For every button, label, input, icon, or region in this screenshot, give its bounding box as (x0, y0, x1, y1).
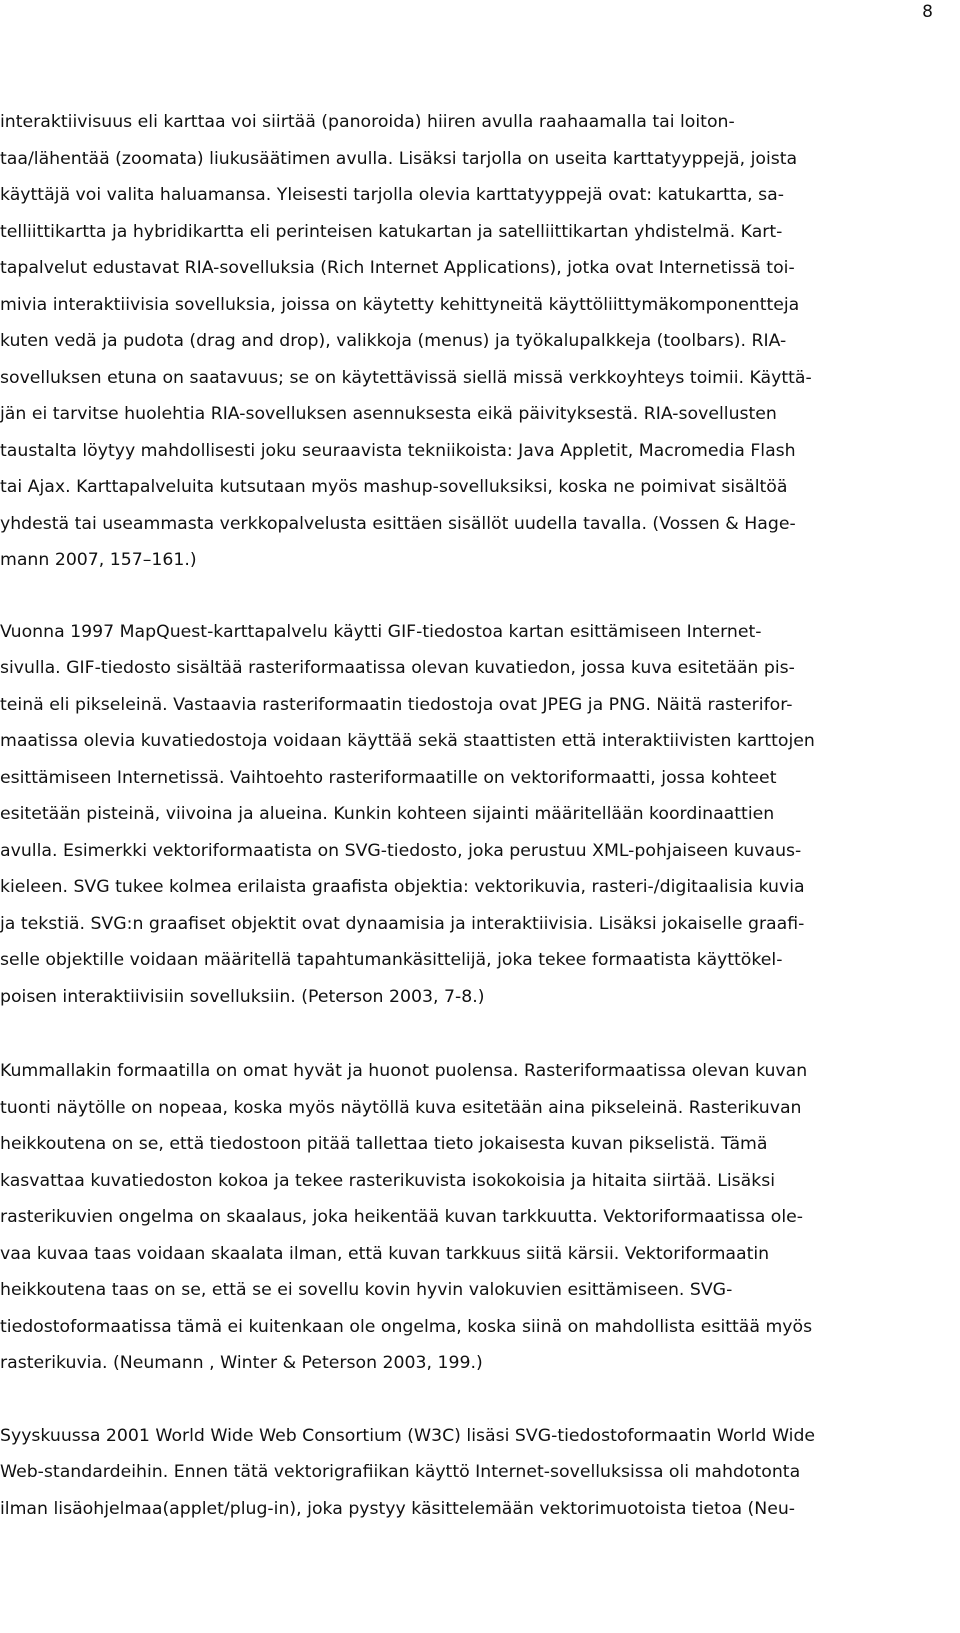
text-line: Syyskuussa 2001 World Wide Web Consortium (W3C) lisäsi SVG-tiedostoformaatin World Wide (0, 1425, 816, 1446)
text-line: rasterikuvien ongelma on skaalaus, joka heikentää kuvan tarkkuutta. Vektoriformaatissa ole- (0, 1207, 804, 1227)
text-line: tapalvelut edustavat RIA-sovelluksia (Rich Internet Applications), jotka ovat Internetissä toi- (0, 258, 795, 278)
text-line: heikkoutena on se, että tiedostoon pitää tallettaa tieto jokaisesta kuvan pikselistä. Tämä (0, 1134, 768, 1154)
text-line: ja tekstiä. SVG:n graafiset objektit ovat dynaamisia ja interaktiivisia. Lisäksi jokaiselle graafi- (0, 913, 805, 934)
text-line: selle objektille voidaan määritellä tapahtumankäsittelijä, joka tekee formaatista käyttökel- (0, 950, 783, 970)
text-line: tai Ajax. Karttapalveluita kutsutaan myös mashup-sovelluksiksi, koska ne poimivat sisältöä (0, 477, 788, 497)
paragraph-3 (0, 1053, 920, 1382)
text-line: sovelluksen etuna on saatavuus; se on käytettävissä siellä missä verkkoyhteys toimii. Käyttä- (0, 367, 812, 388)
text-line: tuonti näytölle on nopeaa, koska myös näytöllä kuva esitetään aina pikseleinä. Rasterikuvan (0, 1097, 802, 1118)
text-line: kieleen. SVG tukee kolmea erilaista graafista objektia: vektorikuvia, rasteri-/digitaalisia kuvia (0, 877, 805, 897)
text-line: käyttäjä voi valita haluamansa. Yleisesti tarjolla olevia karttatyyppejä ovat: katukartta, sa- (0, 185, 784, 205)
text-line: mivia interaktiivisia sovelluksia, joissa on käytetty kehittyneitä käyttöliittymäkomponentteja (0, 294, 800, 315)
text-line: Kummallakin formaatilla on omat hyvät ja huonot puolensa. Rasteriformaatissa olevan kuvan (0, 1061, 808, 1081)
text-line: heikkoutena taas on se, että se ei sovellu kovin hyvin valokuvien esittämiseen. SVG- (0, 1280, 733, 1300)
text-line: interaktiivisuus eli karttaa voi siirtää (panoroida) hiiren avulla raahaamalla tai loiton- (0, 112, 735, 132)
text-line: Vuonna 1997 MapQuest-karttapalvelu käytti GIF-tiedostoa kartan esittämiseen Internet- (0, 621, 762, 642)
paragraph-2 (0, 614, 920, 1016)
text-line: kuten vedä ja pudota (drag and drop), valikkoja (menus) ja työkalupalkkeja (toolbars). RIA- (0, 331, 787, 351)
text-line: jän ei tarvitse huolehtia RIA-sovelluksen asennuksesta eikä päivityksestä. RIA-sovellusten (0, 404, 777, 424)
document-body (0, 104, 920, 1527)
text-line: poisen interaktiivisiin sovelluksiin. (Peterson 2003, 7-8.) (0, 986, 485, 1007)
text-line: taa/lähentää (zoomata) liukusäätimen avulla. Lisäksi tarjolla on useita karttatyyppejä, joista (0, 148, 798, 169)
text-line: kasvattaa kuvatiedoston kokoa ja tekee rasterikuvista isokokoisia ja hitaita siirtää. Lisäksi (0, 1170, 776, 1191)
text-line: telliittikartta ja hybridikartta eli perinteisen katukartan ja satelliittikartan yhdistelmä. Kart- (0, 221, 783, 242)
paragraph-1 (0, 104, 920, 579)
text-line: tiedostoformaatissa tämä ei kuitenkaan ole ongelma, koska siinä on mahdollista esittää myös (0, 1316, 813, 1337)
text-line: ilman lisäohjelmaa(applet/plug-in), joka pystyy käsittelemään vektorimuotoista tietoa (Neu- (0, 1498, 796, 1519)
text-line: mann 2007, 157–161.) (0, 550, 197, 570)
text-line: teinä eli pikseleinä. Vastaavia rasteriformaatin tiedostoja ovat JPEG ja PNG. Näitä rasterifor- (0, 694, 793, 715)
page-number: 8 (922, 2, 933, 22)
text-line: avulla. Esimerkki vektoriformaatista on SVG-tiedosto, joka perustuu XML-pohjaiseen kuvaus- (0, 840, 802, 861)
paragraph-4 (0, 1418, 920, 1528)
text-line: Web-standardeihin. Ennen tätä vektorigrafiikan käyttö Internet-sovelluksissa oli mahdotonta (0, 1462, 801, 1482)
text-line: taustalta löytyy mahdollisesti joku seuraavista tekniikoista: Java Appletit, Macromedia Flash (0, 440, 796, 461)
text-line: esitetään pisteinä, viivoina ja alueina. Kunkin kohteen sijainti määritellään koordinaattien (0, 804, 775, 824)
text-line: rasterikuvia. (Neumann , Winter & Peterson 2003, 199.) (0, 1353, 483, 1373)
text-line: esittämiseen Internetissä. Vaihtoehto rasteriformaatille on vektoriformaatti, jossa kohteet (0, 767, 777, 788)
text-line: maatissa olevia kuvatiedostoja voidaan käyttää sekä staattisten että interaktiivisten karttojen (0, 731, 815, 751)
text-line: yhdestä tai useammasta verkkopalvelusta esittäen sisällöt uudella tavalla. (Vossen & Hage- (0, 513, 796, 534)
text-line: vaa kuvaa taas voidaan skaalata ilman, että kuvan tarkkuus siitä kärsii. Vektoriformaatin (0, 1243, 770, 1264)
text-line: sivulla. GIF-tiedosto sisältää rasteriformaatissa olevan kuvatiedon, jossa kuva esitetään pis- (0, 658, 795, 678)
